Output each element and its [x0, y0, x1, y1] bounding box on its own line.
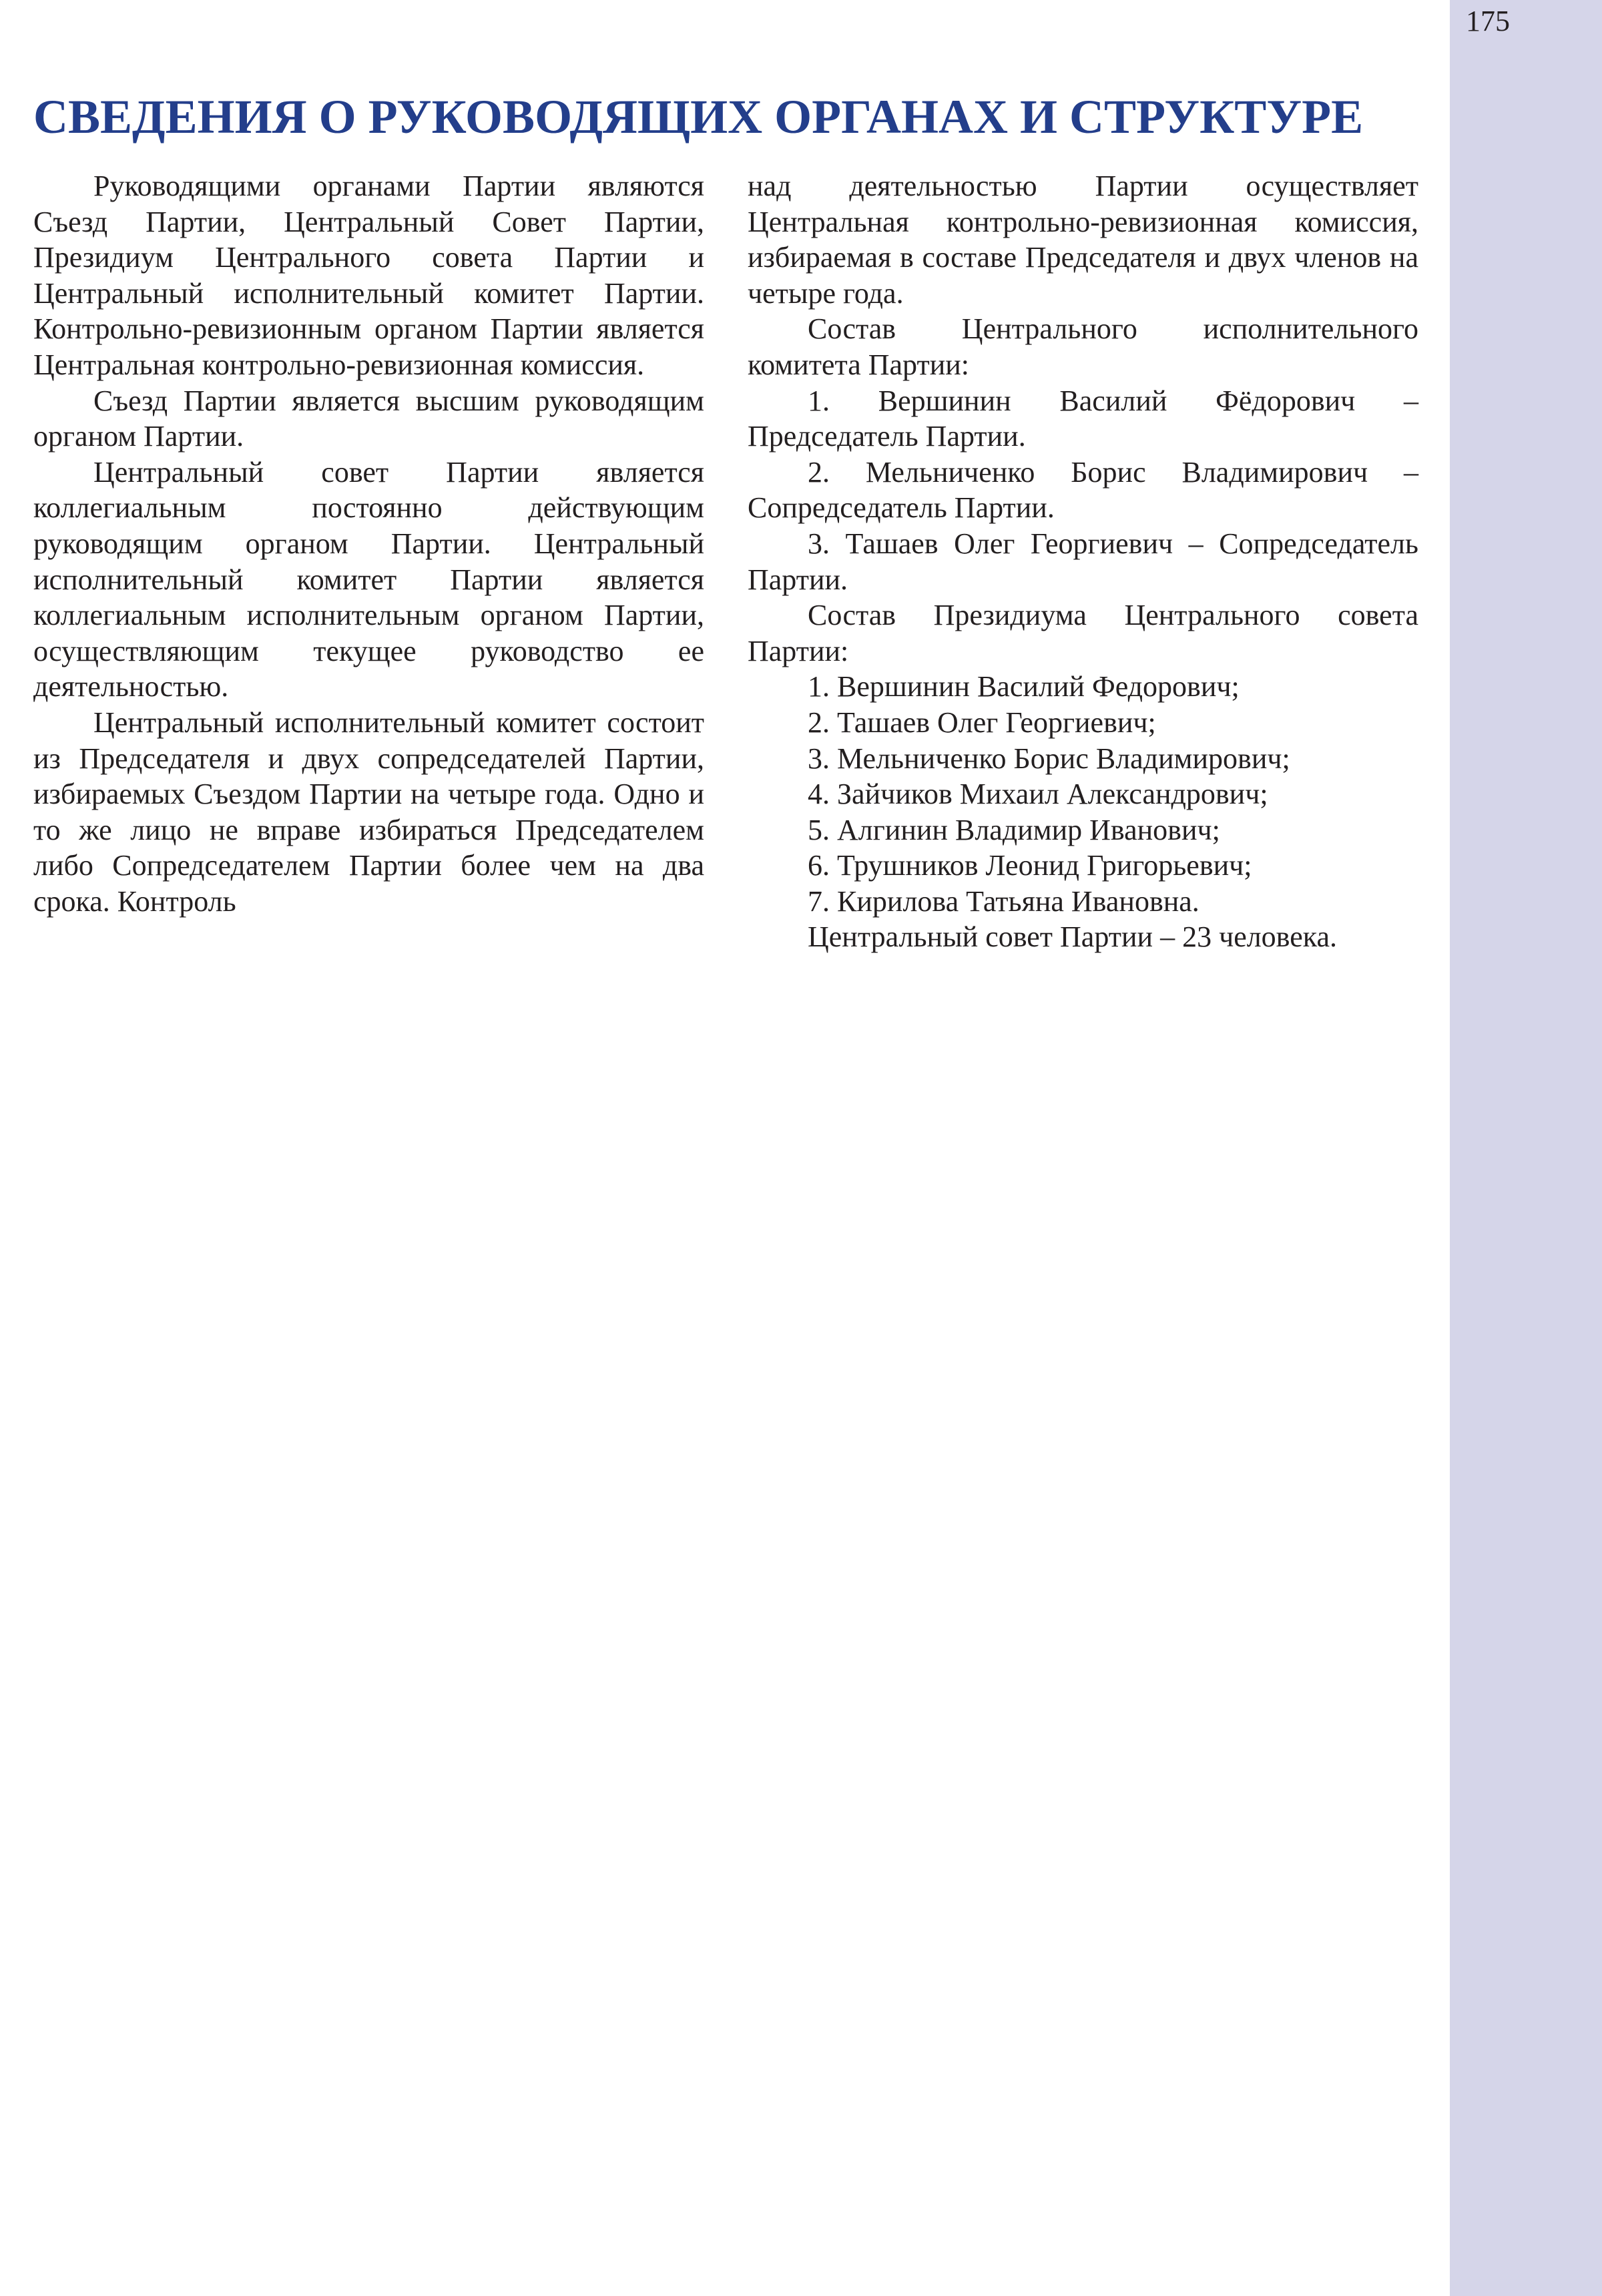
list-item: 4. Зайчиков Михаил Александрович;	[808, 778, 1268, 811]
presidium-heading: Состав Президиума Центрального совета Партии:	[748, 599, 1418, 667]
central-council-size: Центральный совет Партии – 23 человека.	[808, 920, 1337, 954]
list-item: 7. Кирилова Татьяна Ивановна.	[808, 884, 1199, 918]
side-band	[1450, 0, 1602, 2296]
list-item: 3. Мельниченко Борис Владимирович;	[808, 742, 1290, 775]
page-title: СВЕДЕНИЯ О РУКОВОДЯЩИХ ОРГАНАХ И СТРУКТУРЕ	[33, 90, 1364, 144]
left-column	[33, 168, 704, 919]
list-item: 1. Вершинин Василий Фёдорович – Председатель Партии.	[748, 384, 1418, 453]
list-item: 3. Ташаев Олег Георгиевич – Сопредседатель Партии.	[748, 527, 1418, 596]
paragraph-executive-committee: Центральный исполнительный комитет состоит из Председателя и двух сопредседателей Партии, избираемых Съездом Партии на четыре года. Одно и то же лицо не вправе избираться Председателем либо Сопредседателем Партии более чем на два срока. Контроль	[33, 705, 704, 918]
list-item: 2. Мельниченко Борис Владимирович – Сопредседатель Партии.	[748, 455, 1418, 525]
paragraph-governing-bodies: Руководящими органами Партии являются Съезд Партии, Центральный Совет Партии, Президиум Центрального совета Партии и Центральный исполнительный комитет Партии. Контрольно-ревизионным органом Партии является Центральная контрольно-ревизионная комиссия.	[33, 170, 704, 381]
list-item: 2. Ташаев Олег Георгиевич;	[808, 705, 1156, 739]
page-number: 175	[1466, 5, 1510, 37]
paragraph-audit-commission: над деятельностью Партии осуществляет Центральная контрольно-ревизионная комиссия, избираемая в составе Председателя и двух членов на четыре года.	[748, 170, 1418, 310]
presidium-list	[748, 669, 1418, 919]
right-column	[748, 168, 1418, 955]
paragraph-central-council: Центральный совет Партии является коллегиальным постоянно действующим руководящим органом Партии. Центральный исполнительный комитет Партии является коллегиальным исполнительным органом Партии, осуществляющим текущее руководство ее деятельностью.	[33, 455, 704, 703]
executive-committee-heading: Состав Центрального исполнительного комитета Партии:	[748, 312, 1418, 381]
list-item: 5. Алгинин Владимир Иванович;	[808, 813, 1220, 846]
list-item: 6. Трушников Леонид Григорьевич;	[808, 849, 1252, 882]
list-item: 1. Вершинин Василий Федорович;	[808, 670, 1240, 703]
paragraph-congress: Съезд Партии является высшим руководящим органом Партии.	[33, 384, 704, 453]
executive-committee-list	[748, 383, 1418, 598]
